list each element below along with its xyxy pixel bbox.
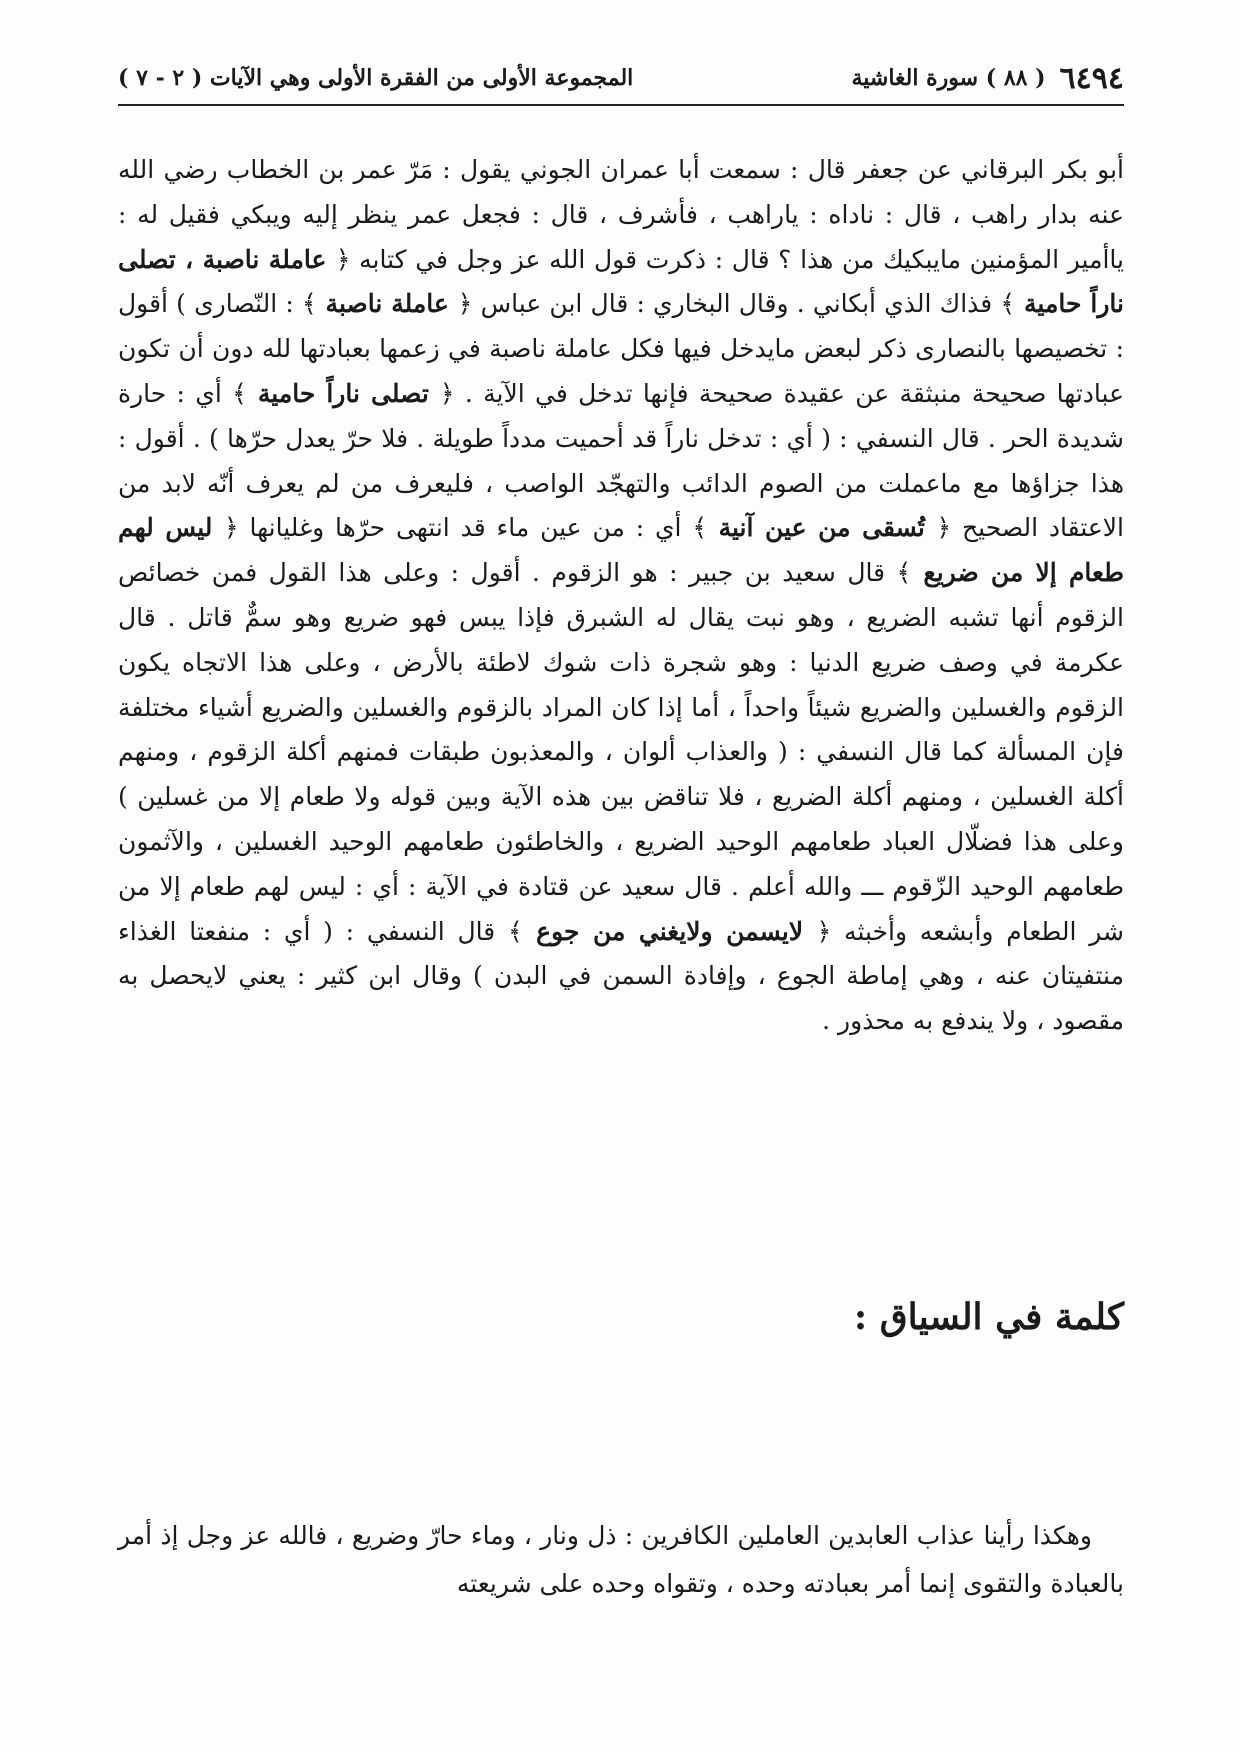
text-segment: أي : حارة شديدة الحر . قال النسفي : ( أي : تدخل ناراً قد أحميت مدداً طويلة . فلا حرّ يعدل حرّها ) . أقول : هذا جزاؤها مع ماعملت من الصوم الدائب والتهجّد الواصب ، فليعرف من لم يعرف أنّه لابد من الاعتقاد الصحيح (118, 378, 1124, 543)
page-number: ٦٤٩٤ (1059, 60, 1124, 96)
quran-quote: ﴿ عاملة ناصبة ﴾ (301, 289, 473, 319)
header-divider (118, 104, 1124, 106)
text-segment: أي : من عين ماء قد انتهى حرّها وغليانها (249, 513, 682, 543)
quran-quote: ﴿ ليس لهم طعام إلا من ضريع ﴾ (118, 513, 1125, 588)
group-title: المجموعة الأولى من الفقرة الأولى وهي الآيات ( ٢ - ٧ ) (118, 65, 634, 91)
section-paragraph: وهكذا رأينا عذاب العابدين العاملين الكافرين : ذل ونار ، وماء حارّ وضريع ، فالله عز وجل إذ أمر بالعبادة والتقوى إنما أمر بعبادته وحده ، وتقواه وحده على شريعته (118, 1521, 1124, 1598)
body-text (118, 148, 1124, 1044)
running-header (118, 58, 1124, 98)
body-paragraph (118, 148, 1124, 1044)
text-segment: أبو بكر البرقاني عن جعفر قال : سمعت أبا عمران الجوني يقول : مَرّ عمر بن الخطاب رضي الله عنه بدار راهب ، قال : ناداه : ياراهب ، فأشرف ، قال : فجعل عمر ينظر إليه ويبكي فقيل له : ياأمير المؤمنين مايبكيك من هذا ؟ قال : ذكرت قول الله عز وجل في كتابه (118, 155, 1124, 274)
text-segment: : النّصارى ) أقول : تخصيصها بالنصارى ذكر لبعض مايدخل فيها فكل عاملة ناصبة في زعمها بعبادتها لله دون أن تكون عبادتها صحيحة منبثقة عن عقيدة صحيحة فإنها تدخل في الآية . (118, 289, 1124, 408)
quran-quote: ﴿ عاملة ناصبة ، تصلى ناراً حامية ﴾ (118, 244, 1124, 319)
text-segment: قال النسفي : ( أي : منفعتا الغذاء منتفيتان عنه ، وهي إماطة الجوع ، وإفادة السمن في البدن ) وقال ابن كثير : يعني لايحصل به مقصود ، ولا يندفع به محذور . (118, 916, 1124, 1036)
text-segment: قال سعيد بن جبير : هو الزقوم . أقول : وعلى هذا القول فمن خصائص الزقوم أنها تشبه الضريع ، وهو نبت يقال له الشبرق فإذا يبس فهو ضريع وهو سمٌّ قاتل . قال عكرمة في وصف ضريع الدنيا : وهو شجرة ذات شوك لاطئة بالأرض ، وعلى هذا الاتجاه يكون الزقوم والغسلين والضريع شيئاً واحداً ، أما إذا كان المراد بالزقوم والغسلين والضريع أشياء مختلفة فإن المسألة كما قال النسفي : ( والعذاب ألوان ، والمعذبون طبقات فمنهم أكلة الزقوم ، ومنهم أكلة الغسلين ، ومنهم أكلة الضريع ، فلا تناقض بين هذه الآية وبين قوله ولا طعام إلا من غسلين ) وعلى هذا فضلّال العباد طعامهم الوحيد الضريع ، والخاطئون طعامهم الوحيد الغسلين ، والآثمون طعامهم الوحيد الزّقوم ـــ والله أعلم . قال سعيد عن قتادة في الآية : أي : ليس لهم طعام إلا من شر الطعام وأبشعه وأخبثه (118, 558, 1124, 946)
surah-name: ( ٨٨ ) سورة الغاشية (851, 65, 1046, 91)
section-text (118, 1512, 1124, 1608)
section-heading: كلمة في السياق : (853, 1296, 1124, 1338)
quran-quote: ﴿ تُسقى من عين آنية ﴾ (692, 513, 952, 543)
quran-quote: ﴿ تصلى ناراً حامية ﴾ (232, 378, 455, 408)
quran-quote: ﴿ لايسمن ولايغني من جوع ﴾ (507, 916, 832, 946)
header-page-info (851, 61, 1124, 96)
text-segment: فذاك الذي أبكاني . وقال البخاري : قال ابن عباس (480, 289, 993, 319)
